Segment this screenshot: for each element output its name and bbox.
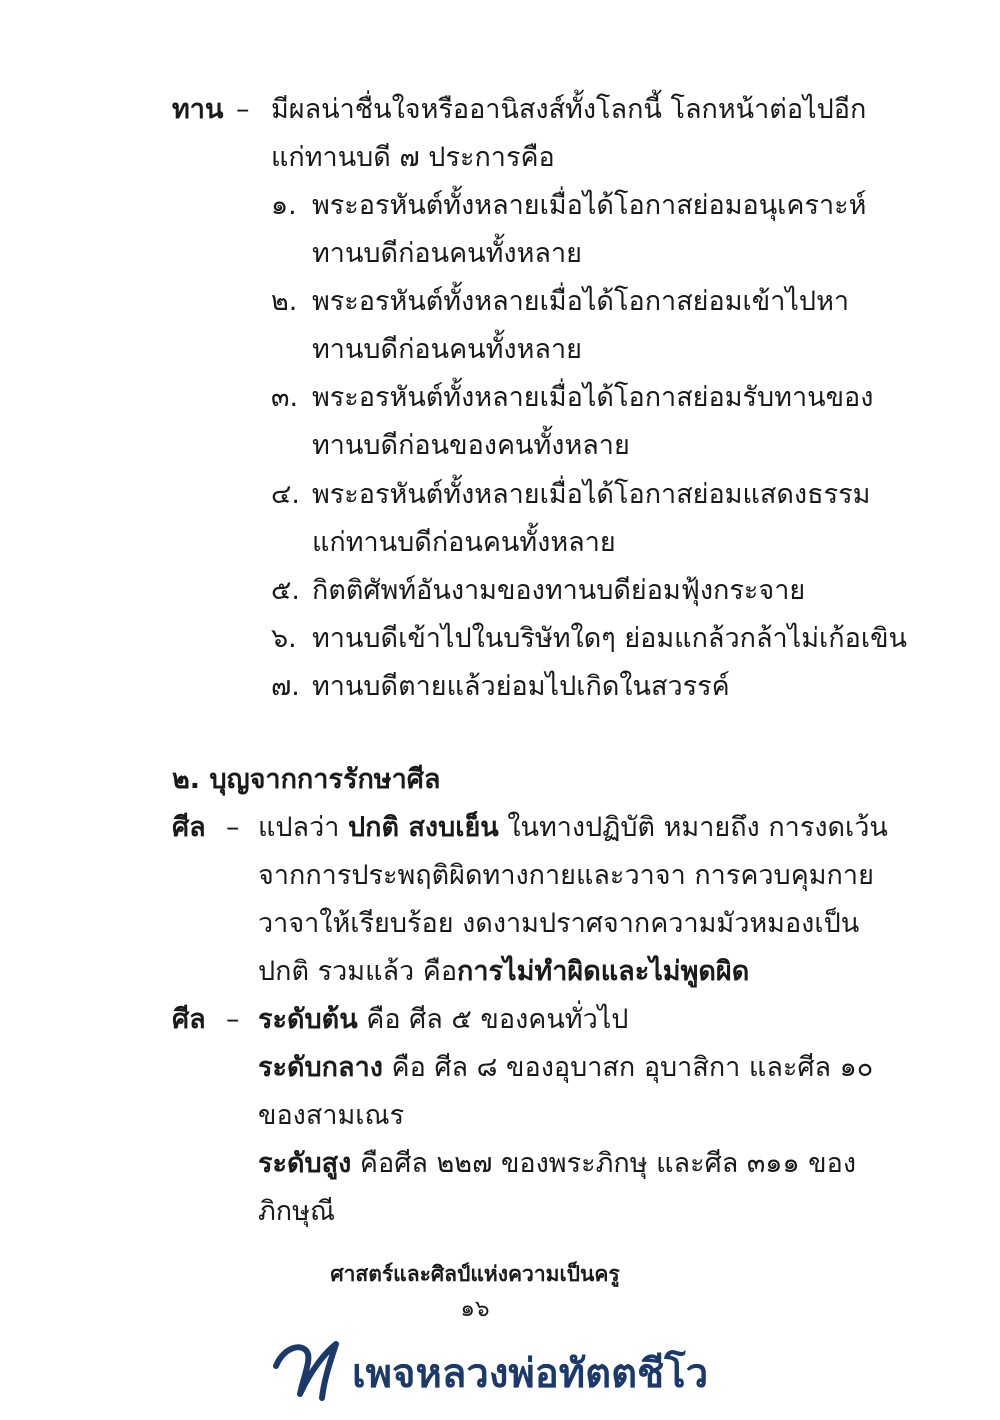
dash: – — [226, 812, 240, 843]
level-low — [258, 996, 628, 1044]
dash: – — [226, 1004, 240, 1035]
item-text: พระอรหันต์ทั้งหลายเมื่อได้โอกาสย่อมเข้าไปหา — [312, 286, 850, 317]
sila-def-summary-bold: การไม่ทำผิดและไม่พูดผิด — [457, 956, 750, 987]
sila-def-line4 — [258, 948, 749, 996]
level-high-cont: ภิกษุณี — [258, 1196, 335, 1227]
dana-intro-line2: แก่ทานบดี ๗ ประการคือ — [271, 142, 555, 173]
term-sila: ศีล — [172, 812, 206, 843]
level-mid-label: ระดับกลาง — [258, 1052, 383, 1083]
section-heading: ๒. บุญจากการรักษาศีล — [172, 764, 441, 795]
item-number: ๖. — [271, 623, 297, 654]
item-text: ทานบดีตายแล้วย่อมไปเกิดในสวรรค์ — [312, 671, 730, 702]
item-number: ๓. — [271, 382, 299, 413]
sila-def-line3: วาจาให้เรียบร้อย งดงามปราศจากความมัวหมองเป็น — [258, 908, 860, 939]
item-number: ๒. — [271, 286, 298, 317]
sila-def-bold: ปกติ สงบเย็น — [348, 812, 499, 843]
level-mid — [258, 1044, 873, 1092]
item-text-cont: ทานบดีก่อนของคนทั้งหลาย — [312, 430, 630, 461]
logo-mark-icon — [270, 1332, 350, 1412]
sila-def-line1 — [258, 804, 888, 852]
level-mid-text: คือ ศีล ๘ ของอุบาสก อุบาสิกา และศีล ๑๐ — [382, 1052, 874, 1083]
item-number: ๔. — [271, 479, 301, 510]
level-low-label: ระดับต้น — [258, 1004, 358, 1035]
item-text: พระอรหันต์ทั้งหลายเมื่อได้โอกาสย่อมรับทานของ — [312, 382, 874, 413]
logo-text: เพจหลวงพ่อทัตตชีโว — [352, 1351, 709, 1397]
level-high-label: ระดับสูง — [258, 1148, 352, 1179]
level-low-text: คือ ศีล ๕ ของคนทั่วไป — [357, 1004, 629, 1035]
item-text: พระอรหันต์ทั้งหลายเมื่อได้โอกาสย่อมแสดงธรรม — [312, 479, 871, 510]
item-text: พระอรหันต์ทั้งหลายเมื่อได้โอกาสย่อมอนุเคราะห์ — [312, 190, 867, 221]
item-text-cont: ทานบดีก่อนคนทั้งหลาย — [312, 334, 582, 365]
sila-def-post: ในทางปฏิบัติ หมายถึง การงดเว้น — [498, 812, 888, 843]
item-text-cont: ทานบดีก่อนคนทั้งหลาย — [312, 238, 582, 269]
book-title-footer: ศาสตร์และศิลป์แห่งความเป็นครู — [330, 1262, 620, 1286]
dash: – — [236, 94, 250, 125]
sila-def-summary-pre: ปกติ รวมแล้ว คือ — [258, 956, 458, 987]
item-number: ๗. — [271, 671, 300, 702]
term-dana: ทาน — [172, 94, 224, 125]
level-high — [258, 1140, 856, 1188]
level-mid-cont: ของสามเณร — [258, 1100, 405, 1131]
sila-def-pre: แปลว่า — [258, 812, 348, 843]
item-number: ๕. — [271, 575, 301, 606]
sila-def-line2: จากการประพฤติผิดทางกายและวาจา การควบคุมกาย — [258, 860, 874, 891]
item-text: กิตติศัพท์อันงามของทานบดีย่อมฟุ้งกระจาย — [312, 575, 806, 606]
term-sila-levels: ศีล — [172, 1004, 206, 1035]
dana-intro-line1: มีผลน่าชื่นใจหรืออานิสงส์ทั้งโลกนี้ โลกหน้าต่อไปอีก — [271, 94, 867, 125]
level-high-text: คือศีล ๒๒๗ ของพระภิกษุ และศีล ๓๑๑ ของ — [351, 1148, 857, 1179]
item-text-cont: แก่ทานบดีก่อนคนทั้งหลาย — [312, 527, 616, 558]
item-number: ๑. — [271, 190, 297, 221]
item-text: ทานบดีเข้าไปในบริษัทใดๆ ย่อมแกล้วกล้าไม่เก้อเขิน — [312, 623, 907, 654]
page-logo — [270, 1332, 730, 1412]
page-number: ๑๖ — [460, 1296, 490, 1322]
